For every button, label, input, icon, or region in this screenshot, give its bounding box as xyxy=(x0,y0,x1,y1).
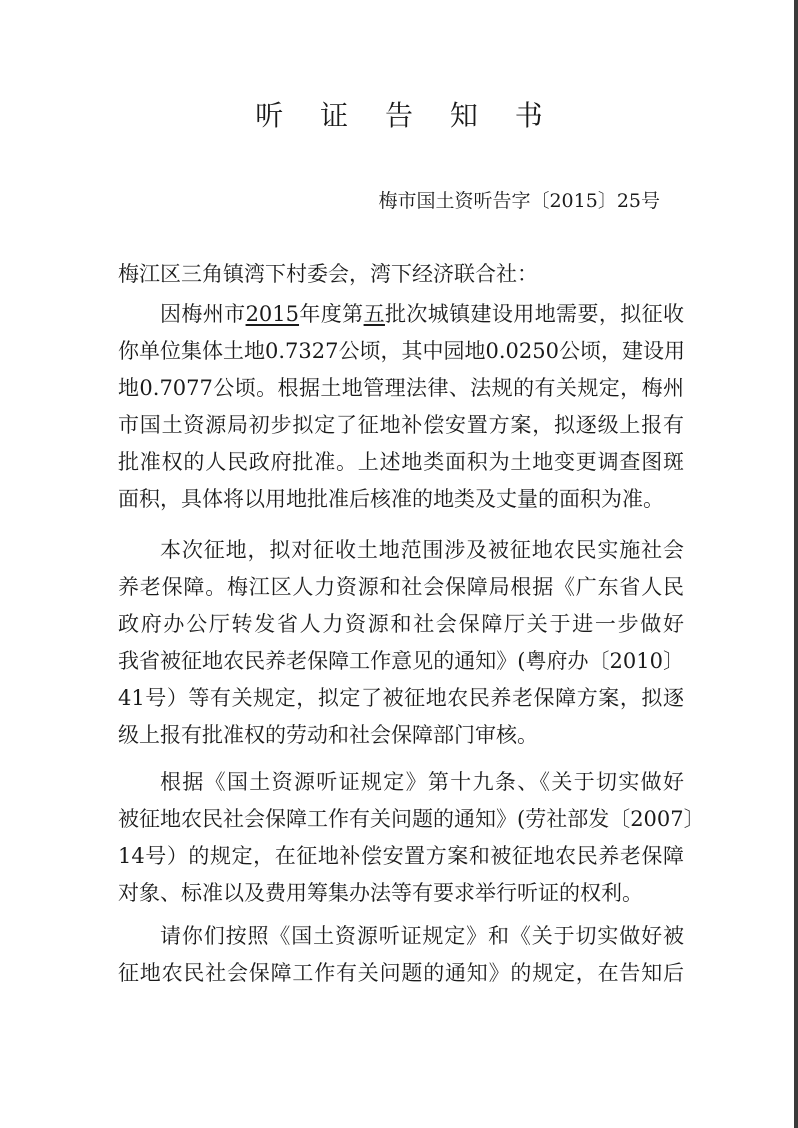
document-title: 听 证 告 知 书 xyxy=(255,99,557,132)
document-number: 梅市国土资听告字〔2015〕25号 xyxy=(378,190,660,212)
paragraph-1-line-5: 批准权的人民政府批准。上述地类面积为土地变更调查图斑 xyxy=(118,450,684,474)
paragraph-4-line-1: 请你们按照《国土资源听证规定》和《关于切实做好被 xyxy=(160,924,684,948)
paragraph-2-line-6: 级上报有批准权的劳动和社会保障部门审核。 xyxy=(118,723,538,747)
year-underlined: 2015 xyxy=(245,302,300,326)
text-span: 批次城镇建设用地需要，拟征收 xyxy=(384,302,685,326)
paragraph-2-line-4: 我省被征地农民养老保障工作意见的通知》(粤府办〔2010〕 xyxy=(118,649,684,673)
paragraph-3-line-1: 根据《国土资源听证规定》第十九条、《关于切实做好 xyxy=(160,770,684,794)
paragraph-1 xyxy=(118,296,684,518)
paragraph-1-line-1 xyxy=(118,296,684,333)
paragraph-2 xyxy=(118,532,684,754)
paragraph-1-line-4: 市国土资源局初步拟定了征地补偿安置方案，拟逐级上报有 xyxy=(118,413,684,437)
scan-edge xyxy=(794,0,798,1128)
paragraph-3-line-4: 对象、标准以及费用筹集办法等有要求举行听证的权利。 xyxy=(118,881,643,905)
recipient-line: 梅江区三角镇湾下村委会，湾下经济联合社： xyxy=(118,262,538,286)
paragraph-2-line-1: 本次征地，拟对征收土地范围涉及被征地农民实施社会 xyxy=(160,538,684,562)
batch-underlined: 五 xyxy=(363,302,385,326)
paragraph-1-line-3: 地0.7077公顷。根据土地管理法律、法规的有关规定，梅州 xyxy=(118,376,684,400)
paragraph-1-line-6: 面积，具体将以用地批准后核准的地类及丈量的面积为准。 xyxy=(118,487,664,511)
paragraph-3 xyxy=(118,764,705,912)
paragraph-3-line-3: 14号）的规定，在征地补偿安置方案和被征地农民养老保障 xyxy=(118,844,684,868)
paragraph-4 xyxy=(118,918,684,992)
paragraph-2-line-5: 41号）等有关规定，拟定了被征地农民养老保障方案，拟逐 xyxy=(118,686,684,710)
paragraph-4-line-2: 征地农民社会保障工作有关问题的通知》的规定，在告知后 xyxy=(118,961,684,985)
paragraph-1-line-2: 你单位集体土地0.7327公顷，其中园地0.0250公顷，建设用 xyxy=(118,339,685,363)
paragraph-2-line-3: 政府办公厅转发省人力资源和社会保障厅关于进一步做好 xyxy=(118,612,684,636)
paragraph-2-line-2: 养老保障。梅江区人力资源和社会保障局根据《广东省人民 xyxy=(118,575,684,599)
text-span: 因梅州市 xyxy=(160,302,246,326)
text-span: 年度第 xyxy=(299,302,364,326)
paragraph-3-line-2: 被征地农民社会保障工作有关问题的通知》(劳社部发〔2007〕 xyxy=(118,807,705,831)
